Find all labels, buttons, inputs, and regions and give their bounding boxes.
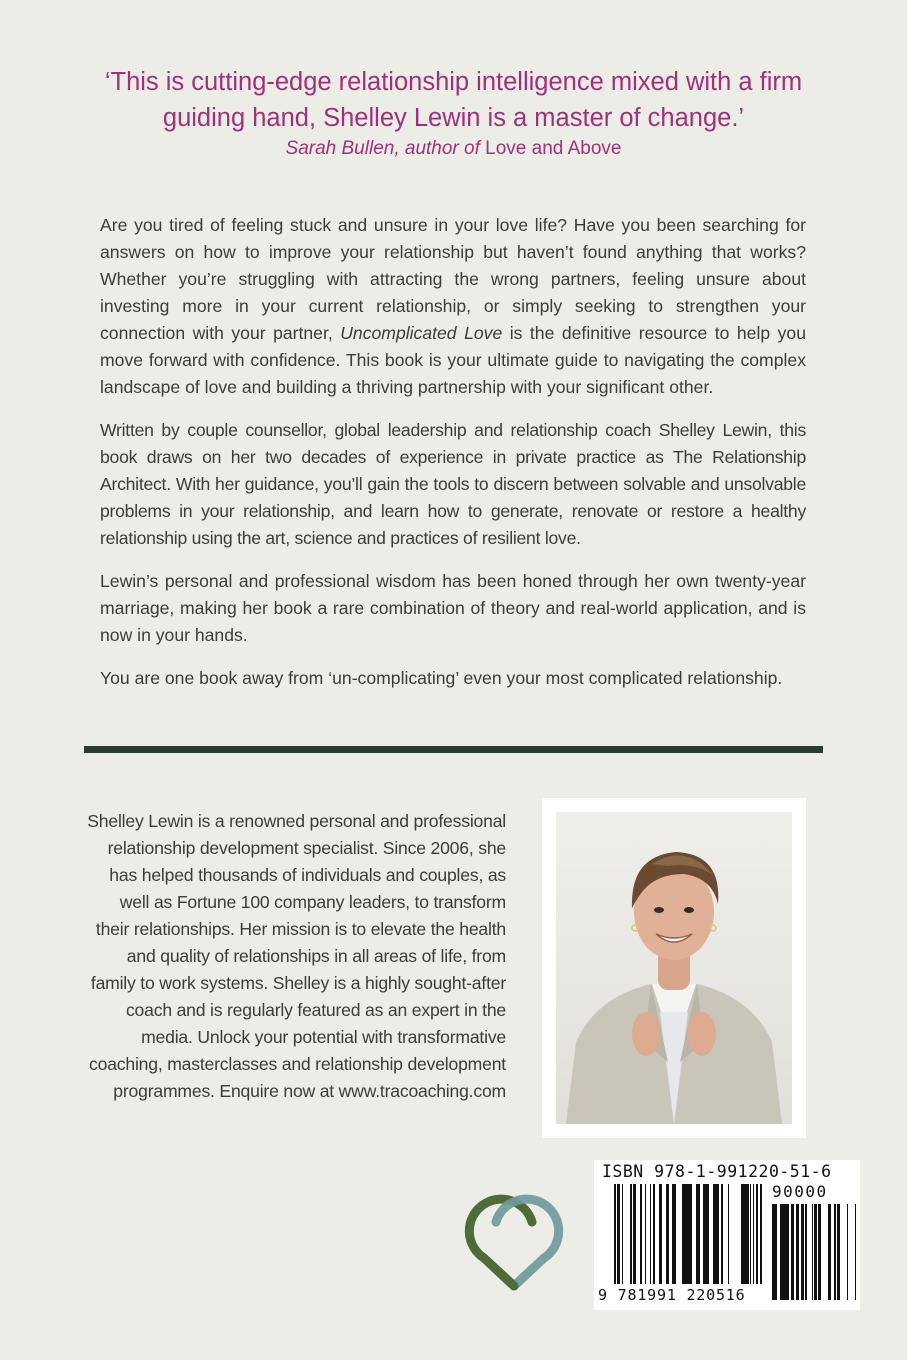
barcode-bar bbox=[785, 1204, 787, 1300]
quote-book-title: Love and Above bbox=[485, 138, 622, 159]
barcode-bar bbox=[838, 1204, 840, 1300]
barcode-bar bbox=[622, 1184, 623, 1284]
blurb-p1-text: Are you tired of feeling stuck and unsure in your love life? Have you been searching for answers on how to improve your relationship but haven’t found anything that works? Whether you’re struggling with attracting the wrong partners, feeling unsure about investing more in your current relationship, or simply seeking to strengthen your connection with your partner, bbox=[100, 215, 806, 343]
section-divider bbox=[84, 746, 823, 753]
barcode-bar bbox=[630, 1184, 632, 1284]
blurb-paragraph-1 bbox=[100, 212, 806, 401]
barcode-bar bbox=[674, 1184, 676, 1284]
barcode-bar bbox=[696, 1184, 699, 1284]
endorsement-quote bbox=[60, 64, 847, 160]
barcode-bar bbox=[713, 1184, 716, 1284]
book-description bbox=[100, 212, 806, 708]
barcode-bar bbox=[828, 1204, 831, 1300]
barcode-bar bbox=[666, 1184, 669, 1284]
barcode-bar bbox=[775, 1204, 777, 1300]
barcode-bar bbox=[782, 1204, 785, 1300]
blurb-paragraph-3: Lewin’s personal and professional wisdom has been honed through her own twenty-year marriage, making her book a rare combination of theory and real-world application, and is now in your hands. bbox=[100, 571, 806, 645]
barcode-bar bbox=[689, 1184, 692, 1284]
barcode-bar bbox=[780, 1204, 782, 1300]
barcode-bar bbox=[796, 1204, 799, 1300]
barcode-bar bbox=[847, 1204, 848, 1300]
author-photo bbox=[556, 812, 792, 1124]
author-bio: Shelley Lewin is a renowned personal and professional relationship development specialist. Since 2006, she has helped thousands of individuals and couples, as well as Fortune 100 company leaders, to transform their relationships. Her mission is to elevate the health and quality of relationships in all areas of life, from family to work systems. Shelley is a highly sought-after coach and is regularly featured as an expert in the media. Unlock your potential with transformative coaching, masterclasses and relationship development programmes. Enquire now at www.tracoaching.com bbox=[87, 811, 506, 1101]
barcode-bar bbox=[659, 1184, 662, 1284]
barcode-bar bbox=[699, 1184, 700, 1284]
barcode-bar bbox=[633, 1184, 636, 1284]
barcode-bar bbox=[772, 1204, 775, 1300]
blurb-paragraph-2: Written by couple counsellor, global leadership and relationship coach Shelley Lewin, this book draws on her two decades of experience in private practice as The Relationship Architect. With her guidance, you’ll gain the tools to discern between solvable and unsolvable problems in your relationship, and learn how to generate, renovate or restore a healthy relationship using the art, science and practices of resilient love. bbox=[100, 420, 806, 548]
barcode-bar bbox=[706, 1184, 708, 1284]
barcode-bar bbox=[805, 1204, 807, 1300]
barcode-bar bbox=[721, 1184, 723, 1284]
quote-attribution bbox=[60, 138, 847, 160]
barcode-bar bbox=[837, 1204, 838, 1300]
barcode-bar bbox=[834, 1204, 836, 1300]
blurb-paragraph-4: You are one book away from ‘un-complicating’ even your most complicated relationship. bbox=[100, 668, 783, 688]
barcode-bar bbox=[812, 1204, 813, 1300]
barcode-bar bbox=[672, 1184, 674, 1284]
barcode-bar bbox=[741, 1184, 742, 1284]
barcode-bar bbox=[820, 1204, 821, 1300]
barcode-bar bbox=[753, 1184, 754, 1284]
publisher-logo-icon bbox=[458, 1182, 570, 1294]
barcode-bar bbox=[654, 1184, 655, 1284]
barcode-bar bbox=[718, 1184, 719, 1284]
barcode-bar bbox=[645, 1184, 646, 1284]
barcode-bar bbox=[614, 1184, 616, 1284]
barcode-bar bbox=[750, 1184, 751, 1284]
price-code: 90000 bbox=[772, 1182, 828, 1201]
ean-number: 9 781991 220516 bbox=[598, 1286, 746, 1304]
barcode-bar bbox=[708, 1184, 709, 1284]
barcode-bar bbox=[855, 1204, 856, 1300]
author-portrait-illustration bbox=[556, 812, 792, 1124]
book-title-inline: Uncomplicated Love bbox=[340, 323, 503, 343]
barcode-bar bbox=[819, 1204, 820, 1300]
barcode-bar bbox=[640, 1184, 642, 1284]
author-photo-frame bbox=[542, 798, 806, 1138]
barcode-bar bbox=[742, 1184, 744, 1284]
barcode-bar bbox=[716, 1184, 718, 1284]
barcode-bar bbox=[761, 1184, 762, 1284]
isbn-label: ISBN 978-1-991220-51-6 bbox=[602, 1162, 832, 1181]
barcode-bar bbox=[814, 1204, 817, 1300]
barcode-bar bbox=[787, 1204, 789, 1300]
barcode-bar bbox=[744, 1184, 746, 1284]
barcode-bar bbox=[756, 1184, 758, 1284]
barcode-bar bbox=[728, 1184, 729, 1284]
barcode-bar bbox=[801, 1204, 804, 1300]
barcode-bar bbox=[683, 1184, 686, 1284]
barcode-bar bbox=[619, 1184, 620, 1284]
barcode-bar bbox=[704, 1184, 706, 1284]
barcode-bar bbox=[791, 1204, 794, 1300]
barcode-bar bbox=[650, 1184, 651, 1284]
barcode-bar bbox=[682, 1184, 683, 1284]
barcode-bar bbox=[617, 1184, 619, 1284]
barcode-bar bbox=[746, 1184, 749, 1284]
quote-text: ‘This is cutting-edge relationship intelligence mixed with a firm guiding hand, Shelley Lewin is a master of change.’ bbox=[104, 68, 803, 132]
barcode-bar bbox=[760, 1184, 761, 1284]
barcode-bar bbox=[818, 1204, 819, 1300]
barcode-bar bbox=[653, 1184, 654, 1284]
isbn-barcode bbox=[594, 1160, 860, 1310]
quote-author: Sarah Bullen, author of bbox=[285, 138, 480, 159]
barcode-bar bbox=[703, 1184, 704, 1284]
barcode-bar bbox=[686, 1184, 689, 1284]
blurb-p1-text-end: is the definitive resource to help you move forward with confidence. This book is your ultimate guide to navigating the complex landscape of love and building a thriving partnership with your significant other. bbox=[100, 323, 806, 397]
